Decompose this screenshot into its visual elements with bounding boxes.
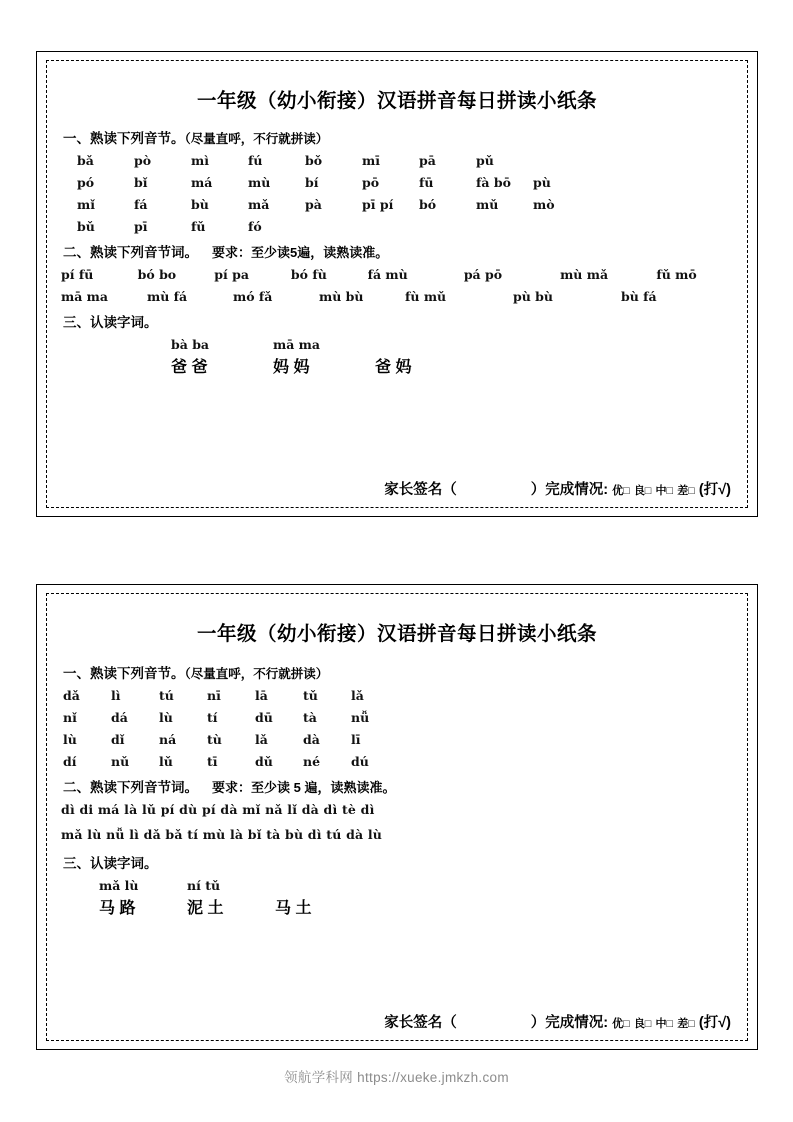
- character-pinyin-row: [99, 878, 733, 893]
- card-1-signature-line: [61, 478, 733, 499]
- syllable-row: [61, 153, 733, 168]
- card-1-inner-frame: [46, 60, 748, 508]
- syllable: bù: [191, 197, 209, 212]
- syllable: lǎ: [351, 688, 364, 703]
- character-pinyin: [275, 878, 363, 893]
- syllable: pó: [77, 175, 95, 190]
- syllable: mò: [533, 197, 555, 212]
- syllable: dū: [255, 710, 273, 725]
- word-group: mó fǎ: [233, 289, 273, 304]
- card-1-section2-heading: [63, 241, 733, 261]
- card-2-section2-requirement: 要求：至少读 5 遍，读熟读准。: [212, 780, 396, 795]
- card-2-section1-label: 一、熟读下列音节。: [63, 666, 185, 681]
- syllable: mǐ: [77, 197, 95, 212]
- character-pinyin: [375, 337, 477, 352]
- word-group: mù fá: [147, 289, 188, 304]
- syllable-row: [61, 732, 733, 747]
- word-group: fǔ mō: [656, 267, 697, 282]
- word-group: pù bù: [513, 289, 554, 304]
- syllable: lù: [159, 710, 173, 725]
- pinyin-slip-card-2: [36, 584, 758, 1050]
- syllable: pù: [533, 175, 551, 190]
- syllable: bǒ: [305, 153, 323, 168]
- syllable: mī: [362, 153, 380, 168]
- card-1-section1-label: 一、熟读下列音节。: [63, 131, 185, 146]
- syllable: tí: [207, 710, 218, 725]
- syllable-row: [61, 219, 733, 234]
- card-2-word-groups: [61, 802, 733, 842]
- pinyin-slip-card-1: [36, 51, 758, 517]
- card-2-section1-heading: [63, 662, 733, 682]
- syllable: bǎ: [77, 153, 94, 168]
- character-pinyin: bà ba: [171, 337, 210, 352]
- syllable: má: [191, 175, 213, 190]
- grade-option-good[interactable]: 良□: [633, 1018, 652, 1030]
- word-group: fá mù: [367, 267, 408, 282]
- syllable: ná: [159, 732, 177, 747]
- syllable: nī: [207, 688, 221, 703]
- word-group: bó fù: [290, 267, 327, 282]
- syllable: pǔ: [476, 153, 494, 168]
- grade-option-medium[interactable]: 中□: [655, 485, 674, 497]
- card-2-syllable-grid: [61, 688, 733, 769]
- card-2-title: 一年级（幼小衔接）汉语拼音每日拼读小纸条: [196, 623, 597, 645]
- syllable: pī: [134, 219, 148, 234]
- syllable: pò: [134, 153, 152, 168]
- card-1-section2-label: 二、熟读下列音节词。: [63, 245, 198, 260]
- syllable: fà bō: [476, 175, 511, 190]
- syllable: né: [303, 754, 321, 769]
- syllable-row: [61, 197, 733, 212]
- syllable: tú: [159, 688, 174, 703]
- syllable: nǔ: [111, 754, 130, 769]
- syllable-row: [61, 754, 733, 769]
- card-1-syllable-grid: [61, 153, 733, 234]
- syllable: mì: [191, 153, 209, 168]
- character-word: 泥 土: [187, 900, 224, 917]
- word-row: [61, 289, 733, 304]
- syllable: dǎ: [63, 688, 80, 703]
- syllable: lù: [63, 732, 77, 747]
- card-2-signature-line: [61, 1011, 733, 1032]
- syllable: fó: [248, 219, 262, 234]
- card-2-section1-note: （尽量直呼，不行就拼读）: [184, 667, 329, 681]
- syllable: dà: [303, 732, 320, 747]
- word-sequence: dì di má là lǔ pí dù pí dà mǐ nǎ lǐ dà dì tè dì: [61, 802, 375, 817]
- syllable: tù: [207, 732, 222, 747]
- syllable: pō: [362, 175, 380, 190]
- word-group: mā ma: [61, 289, 109, 304]
- syllable: dí: [63, 754, 77, 769]
- card-1-section1-heading: [63, 127, 733, 147]
- character-hanzi-row: [171, 354, 733, 377]
- character-word: 马 土: [275, 900, 312, 917]
- syllable-row: [61, 175, 733, 190]
- character-pinyin: mǎ lù: [99, 878, 139, 893]
- card-1-character-block: [61, 337, 733, 377]
- grade-option-excellent[interactable]: 优□: [612, 485, 630, 497]
- word-group: bù fá: [621, 289, 657, 304]
- grade-hint: (打√): [698, 1015, 731, 1031]
- syllable: lī: [351, 732, 361, 747]
- grade-option-excellent[interactable]: 优□: [612, 1018, 630, 1030]
- syllable-row: [61, 688, 733, 703]
- syllable: dǔ: [255, 754, 273, 769]
- syllable: pā: [419, 153, 436, 168]
- syllable: pà: [305, 197, 322, 212]
- syllable: pī pí: [362, 197, 394, 212]
- word-group: mù mǎ: [560, 267, 609, 282]
- word-row: [61, 267, 733, 282]
- character-word: 妈 妈: [273, 359, 310, 376]
- syllable: nǚ: [351, 710, 370, 725]
- card-1-section1-note: （尽量直呼，不行就拼读）: [184, 132, 329, 146]
- syllable: mǎ: [248, 197, 270, 212]
- syllable-row: [61, 710, 733, 725]
- word-group: fù mǔ: [405, 289, 447, 304]
- character-pinyin-row: [171, 337, 733, 352]
- word-sequence: mǎ lù nǚ lì dǎ bǎ tí mù là bǐ tà bù dì tú dà lù: [61, 827, 383, 842]
- syllable: tī: [207, 754, 218, 769]
- syllable: nǐ: [63, 710, 77, 725]
- signature-label: 家长签名（: [384, 482, 457, 498]
- character-pinyin: ní tǔ: [187, 878, 221, 893]
- character-pinyin: mā ma: [273, 337, 321, 352]
- syllable: lì: [111, 688, 121, 703]
- character-word: 爸 爸: [171, 359, 208, 376]
- card-2-section2-label: 二、熟读下列音节词。: [63, 780, 198, 795]
- card-2-inner-frame: [46, 593, 748, 1041]
- grade-option-poor[interactable]: 差□: [677, 1018, 695, 1030]
- signature-label: 家长签名（: [384, 1015, 457, 1031]
- card-1-word-groups: [61, 267, 733, 304]
- card-2-section2-heading: [63, 776, 733, 796]
- character-hanzi-row: [99, 895, 733, 918]
- word-group: pí pa: [214, 267, 249, 282]
- grade-hint: (打√): [698, 482, 731, 498]
- syllable: bí: [305, 175, 319, 190]
- grade-option-medium[interactable]: 中□: [655, 1018, 674, 1030]
- character-word: 马 路: [99, 900, 136, 917]
- card-1-title: 一年级（幼小衔接）汉语拼音每日拼读小纸条: [196, 90, 597, 112]
- word-group: mù bù: [319, 289, 364, 304]
- card-1-section3-heading: 三、认读字词。: [63, 315, 158, 330]
- signature-after: ）完成情况:: [530, 482, 609, 498]
- syllable: dǐ: [111, 732, 125, 747]
- syllable: fǔ: [191, 219, 206, 234]
- syllable: bó: [419, 197, 437, 212]
- syllable: tà: [303, 710, 317, 725]
- card-2-character-block: [61, 878, 733, 918]
- word-group: bó bo: [137, 267, 177, 282]
- syllable: mǔ: [476, 197, 499, 212]
- syllable: dá: [111, 710, 128, 725]
- signature-after: ）完成情况:: [530, 1015, 609, 1031]
- syllable: tǔ: [303, 688, 318, 703]
- card-2-section3-heading: 三、认读字词。: [63, 856, 158, 871]
- syllable: lǎ: [255, 732, 268, 747]
- word-group: pá pō: [463, 267, 503, 282]
- syllable: bǔ: [77, 219, 95, 234]
- word-group: pí fū: [61, 267, 94, 282]
- grade-option-poor[interactable]: 差□: [677, 485, 695, 497]
- syllable: fū: [419, 175, 434, 190]
- site-watermark: 领航学科网 https://xueke.jmkzh.com: [284, 1070, 509, 1085]
- syllable: lǔ: [159, 754, 173, 769]
- syllable: fú: [248, 153, 263, 168]
- syllable: mù: [248, 175, 271, 190]
- character-word: 爸 妈: [375, 359, 412, 376]
- syllable: bǐ: [134, 175, 148, 190]
- card-1-section2-requirement: 要求：至少读5遍，读熟读准。: [212, 245, 389, 260]
- grade-option-good[interactable]: 良□: [633, 485, 652, 497]
- syllable: lā: [255, 688, 268, 703]
- syllable: dú: [351, 754, 369, 769]
- syllable: fá: [134, 197, 148, 212]
